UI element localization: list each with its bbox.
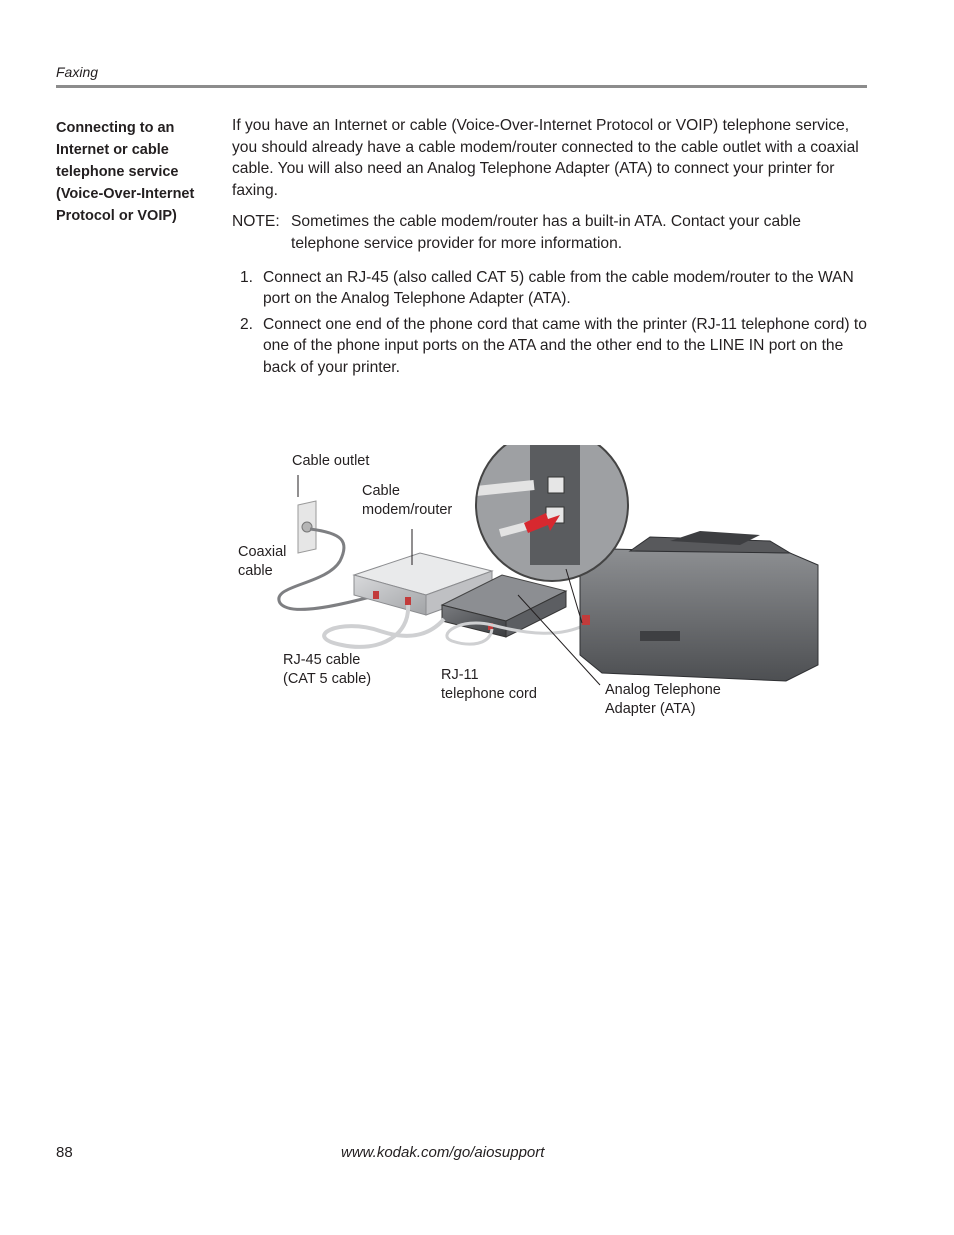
note-text: Sometimes the cable modem/router has a built-in ATA. Contact your cable telephone service provider for more information. [291,213,801,252]
label-line: RJ-45 cable [283,652,361,668]
note [232,211,868,254]
heading-line: Protocol or VOIP) [56,208,177,224]
heading-line: telephone service [56,164,179,180]
label-line: Adapter (ATA) [605,701,696,717]
step-text: Connect one end of the phone cord that came with the printer (RJ-11 telephone cord) to one of the phone input ports on the ATA and the other end to the LINE IN port on the back of your printer. [263,315,867,376]
coaxial-cable-line [279,529,370,609]
label-line: RJ-11 [441,667,479,683]
label-cable-outlet: Cable outlet [292,453,370,469]
running-head: Faxing [56,64,99,80]
step-number: 1. [240,268,254,286]
label-line: Analog Telephone [605,682,721,698]
label-line: modem/router [362,502,453,518]
label-line: telephone cord [441,686,537,702]
body-column [232,115,868,383]
heading-line: Internet or cable [56,142,169,158]
list-item [232,267,868,310]
step-text: Connect an RJ-45 (also called CAT 5) cable from the cable modem/router to the WAN port on the Analog Telephone Adapter (ATA). [263,268,854,308]
intro-paragraph: If you have an Internet or cable (Voice-Over-Internet Protocol or VOIP) telephone service, you should already have a cable modem/router connected to the cable outlet with a coaxial cable. You will also need an Analog Telephone Adapter (ATA) to connect your printer for faxing. [232,117,859,199]
label-coaxial [238,543,286,581]
label-line: (CAT 5 cable) [283,671,372,687]
label-line: Cable [362,483,400,499]
label-modem [362,482,452,520]
page-number: 88 [56,1144,73,1161]
label-line: cable [238,563,273,579]
support-url: www.kodak.com/go/aiosupport [341,1144,545,1161]
step-number: 2. [240,315,254,333]
steps-list [232,267,868,379]
connection-diagram [230,445,830,735]
list-item [232,314,868,379]
label-ata [605,681,721,719]
header-rule [56,85,867,88]
note-label: NOTE: [232,213,280,231]
label-line: Coaxial [238,544,287,560]
heading-line: Connecting to an [56,120,175,136]
section-heading [56,117,221,227]
label-rj11 [441,666,537,704]
printer [580,531,818,681]
label-rj45 [283,651,371,689]
wall-outlet [298,501,316,553]
heading-line: (Voice-Over-Internet [56,186,195,202]
